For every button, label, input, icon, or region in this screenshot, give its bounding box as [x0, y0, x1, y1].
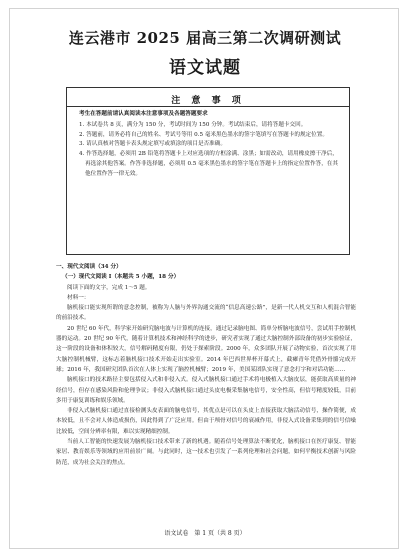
notice-item-1: 1. 本试卷共 8 页，满分为 150 分，考试时间为 150 分钟。考试结束后，请将答题卡交回。 [79, 121, 307, 128]
reading-section [56, 262, 356, 468]
notice-item-3: 3. 请认真核对答题卡表头规定填写或填涂的项目是否准确。 [79, 141, 226, 148]
page-footer: 语文试卷 第 1 页（共 8 页） [164, 530, 246, 537]
instruction-text: 阅读下面的文字，完成 1～5 题。 [67, 284, 151, 291]
paragraph-5: 当前人工智能的快速发展为脑机接口技术带来了新的机遇。随着信号处理算法不断优化，脑机接口在医疗康复、智能家居、教育娱乐等领域的应用前景广阔。与此同时，这一技术也引发了一系列伦理和社会问题，如何平衡技术创新与风险防范，成为社会关注的焦点。 [56, 439, 356, 466]
notice-box [66, 87, 350, 255]
exam-title: 连云港市 2025 届高三第二次调研测试 [68, 29, 342, 47]
section-heading: 一、现代文阅读（34 分） [56, 264, 122, 270]
material-label: 材料一： [67, 294, 90, 301]
notice-lead: 考生在答题前请认真阅读本注意事项及各题答题要求 [79, 111, 208, 117]
notice-item-2: 2. 答题前，请务必将自己的姓名、考试号等用 0.5 毫米黑色墨水的签字笔填写在答题卡的规定位置。 [79, 131, 328, 138]
subsection-heading: （一）现代文阅读 I（本题共 5 小题，18 分） [62, 274, 180, 281]
paragraph-2: 20 世纪 60 年代，科学家开始研究脑电波与计算机的连接，通过记录脑电图、简单分析脑电波信号，尝试用手控制机器的运动。20 世纪 90 年代，随着计算机技术和神经科学的进步，研究者实现了通过大脑控制外部设备的初步实验验证，这一阶段的设备和体积较大，信号解码精度有限，仍处于探索阶段。2000 年，众多团队开展了动物实验，首次实现了用大脑控制机械臂，这标志着脑机接口技术开始走出实验室。2014 年巴西世界杯开幕式上，截瘫青年凭借外骨骼完成开球；2016 年，我国研究团队首次在人体上实现了脑控机械臂；2019 年，美国某团队实现了意念打字和对话功能…… [56, 325, 356, 373]
paragraph-1: 脑机接口能实现所谓的意念控制，被称为人脑与外界沟通交流的“信息高速公路”，是新一代人机交互和人机混合智能的前沿技术。 [56, 305, 356, 322]
paragraph-4: 非侵入式脑机接口通过直接检测头皮表面的脑电信号，其优点是可以在头皮上直接获取大脑活动信号，操作简便，成本较低，且不会对人体造成损伤，因此得到了广泛应用。但由于颅骨对信号的衰减作用，非侵入式设备采集到的信号信噪比较低，空间分辨率有限，难以实现精细控制。 [56, 408, 356, 435]
subject-title: 语文试题 [169, 58, 241, 78]
notice-item-4: 4. 作答选择题，必须用 2B 铅笔将答题卡上对应选项的方框涂满、涂黑；如需改动，请用橡皮擦干净后，再选涂其他答案。作答非选择题，必须用 0.5 毫米黑色墨水的签字笔在答题卡上的指定位置作答，在其他位置作答一律无效。 [79, 151, 338, 177]
paragraph-3: 脑机接口的技术路径主要包括侵入式和非侵入式。侵入式脑机接口通过手术将电极植入大脑皮层，能获取高质量的神经信号，但存在感染风险和伦理争议；非侵入式脑机接口通过头皮电极采集脑电信号，安全性高，但信号精度较低，目前多用于康复训练和娱乐领域。 [56, 377, 356, 404]
notice-title: 注 意 事 项 [171, 96, 245, 106]
notice-body [79, 110, 343, 180]
notice-divider [67, 106, 349, 107]
